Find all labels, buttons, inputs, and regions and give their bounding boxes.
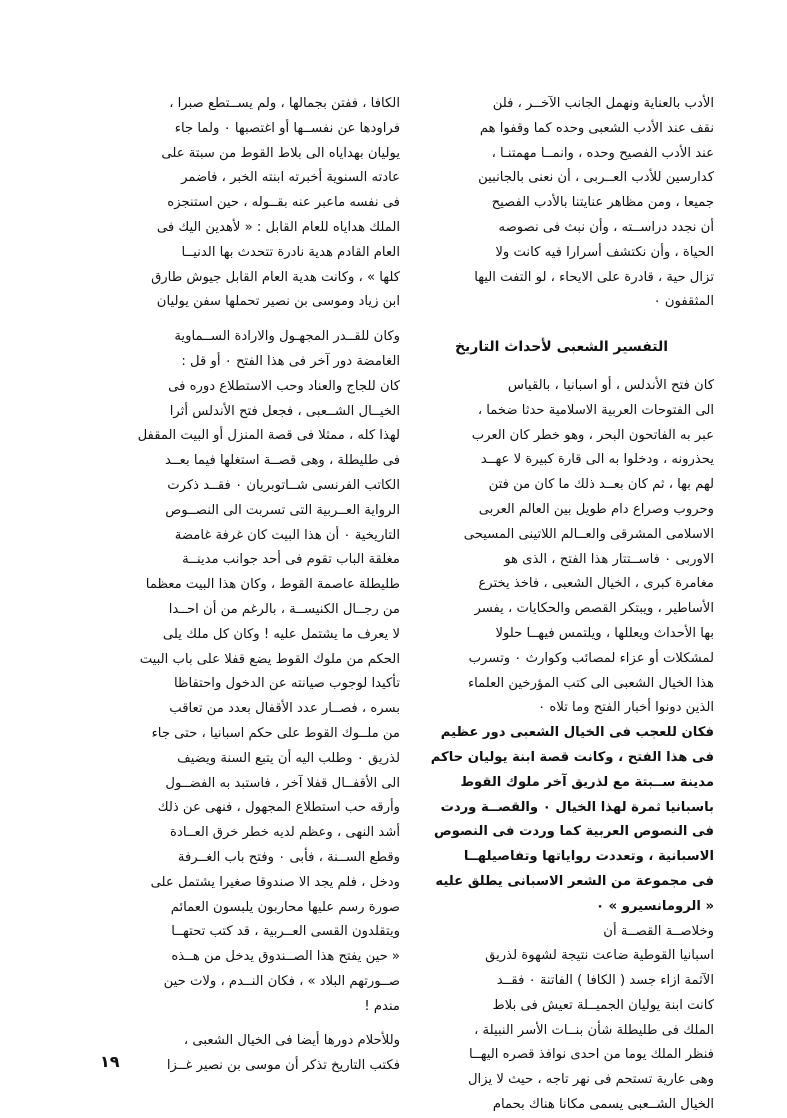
text-line: الاسبانية ، وتعددت رواياتها وتفاصيلهــا [463,849,714,865]
text-line: التاريخية ٠ أن هذا البيت كان غرفة غامضة [174,527,400,543]
text-line: فى هذا الفتح ، وكانت قصة ابنة يوليان حاكم [430,749,714,765]
text-line: لا يعرف ما يشتمل عليه ! وكان كل ملك يلى [162,626,400,642]
text-line: ابن زياد وموسى بن نصير تحملها سفن يوليان [156,294,400,310]
text-line: « الرومانسيرو » ٠ [595,898,714,914]
text-line: يحذرونه ، ودخلوا به الى قارة كبيرة لا عهــد [480,452,714,468]
text-line: صورة رسم عليها محاربون يلبسون العمائم [170,899,400,915]
text-line: باسبانيا ثمرة لهذا الخيال ٠ والقصــة وردت [440,799,714,815]
text-line: الملك هداياه للعام القابل : « لأهدين اليك فى [156,219,400,235]
left-column [95,92,400,1079]
text-line: وكان للقــدر المجهـول والارادة الســماوية [174,329,400,345]
text-line: ودخل ، فلم يجد الا صندوقا صغيرا يشتمل على [150,874,400,890]
text-line: صــورتهم البلاد » ، فكان النــدم ، ولات حين [163,973,400,989]
text-line: الحكم من ملوك القوط يضع قفلا على باب البيت [139,651,400,667]
text-line: « حين يفتح هذا الصــندوق يدخل من هــذه [171,949,400,965]
text-line: لهم بها ، ثم كان بعــد ذلك ما كان من فتن [488,477,714,493]
text-line: بها الأحداث ويعللها ، ويلتمس فيهــا حلولا [495,625,714,641]
text-line: وللأحلام دورها أيضا فى الخيال الشعبى ، [183,1033,400,1049]
right-column [409,92,714,1118]
text-line: نقف عند الأدب الشعبى وحده كما وقفوا هم [479,120,714,136]
page-number: ١٩ [100,1052,120,1071]
text-line: الغامضة دور آخر فى هذا الفتح ٠ أو قل : [181,353,400,369]
text-line: ويتقلدون القسى العــربية ، قد كتب تحتهــا [171,924,400,940]
text-line: فى طليطلة ، وهى قصــة استغلها فيما بعــد [165,453,400,469]
text-line: كلها » ، وكانت هدية العام القابل جيوش طارق [151,269,400,285]
text-line: من ملــوك القوط على حكم اسبانيا ، حتى جاء [151,725,400,741]
text-line: طليطلة عاصمة القوط ، وكان هذا البيت معظما [145,577,400,593]
text-line: اسبانيا القوطية ضاعت نتيجة لشهوة لذريق [485,948,714,964]
text-line: من رجــال الكنيســة ، بالرغم من أن احــدا [168,601,400,617]
text-line: الملك فى طليطلة شأن بنــات الأسر النبيلة ، [474,1022,714,1038]
text-line: كان للجاج والعناد وحب الاستطلاع دوره فى [168,378,400,394]
section-heading: التفسير الشعبى لأحداث التاريخ [454,339,669,356]
text-line: فى نفسه ماعبر عنه بقــوله ، حين استنجزه [167,195,400,211]
text-line: وقطع الســنة ، فأبى ٠ وفتح باب الغــرفة [177,849,400,865]
text-line: وأرقه حب استطلاع المجهول ، فنهى عن ذلك [157,800,400,816]
section-paragraph [409,374,714,721]
text-line: وهى عارية تستحم فى نهر تاجه ، حيث لا يزال [467,1072,714,1088]
text-line: الاسلامى المشرقى والعــالم اللاتينى المسيحى [463,526,714,542]
text-line: الأساطير ، ويبتكر القصص والحكايات ، يفسر [474,601,714,617]
text-line: عبر به الفاتحون البحر ، وهو خطر كان العرب [471,427,714,443]
text-line: لهذا كله ، ممثلا فى قصة المنزل أو البيت المقفل [137,428,400,444]
text-line: مغلقة الباب تقوم فى أحد جوانب مدينــة [182,552,400,568]
text-line: تزال حية ، قادرة على الايحاء ، لو التفت اليها [474,269,714,285]
text-line: كانت ابنة يوليان الجميــلة تعيش فى بلاط [492,997,714,1013]
text-line: الرواية العــربية التى تسربت الى النصــوص [165,502,400,518]
text-line: بسره ، فصــار عدد الأقفال بعدد من تعاقب [169,701,400,717]
text-line: الكاتب الفرنسى شــاتوبريان ٠ فقــد ذكرت [167,477,400,493]
text-line: فنظر الملك يوما من احدى نوافذ قصره اليهــا [468,1047,714,1063]
intro-paragraph [409,92,714,315]
text-line: فراودها عن نفســها أو اغتصبها ٠ ولما جاء [174,120,400,136]
text-line: الاوربى ٠ فاســتتار هذا الفتح ، الذى هو [504,551,714,567]
text-line: الأدب بالعناية ونهمل الجانب الآخــر ، فلن [492,96,714,111]
text-line: لمشكلات أو عزاء لمصائب وكوارث ٠ وتسرب [468,650,714,666]
text-line: تأكيدا لوجوب صيانته عن الدخول واحتفاظا [173,676,400,692]
text-line: الكافا ، ففتن بجمالها ، ولم يســتطع صبرا ، [169,96,400,111]
paragraph-1 [95,92,400,315]
text-line: كدارسين للأدب العــربى ، أن نعنى بالجانبين [478,170,714,186]
text-line: وخلاصــة القصــة أن [603,923,714,939]
bold-paragraph [409,721,714,919]
text-line: هذا الخيال الشعبى الى كتب المؤرخين العلماء [467,675,714,691]
text-line: الآثمة ازاء جسد ( الكافا ) الفاتنة ٠ فقــد [496,973,714,989]
text-line: عادته السنوية أخبرته ابنته الخبر ، فاضمر [181,170,400,186]
text-line: الحياة ، وأن نكتشف أسرارا فيه كانت ولا [495,244,714,260]
text-line: الذين دونوا أخبار الفتح وما تلاه ٠ [538,700,714,716]
text-line: فى النصوص العربية كما وردت فى النصوص [434,824,714,840]
text-line: الى الفتوحات العربية الاسلامية حدثا ضخما ، [477,402,714,418]
text-line: فكان للعجب فى الخيال الشعبى دور عظيم [440,725,714,741]
text-line: مدينة ســبتة مع لذريق آخر ملوك القوط [460,774,714,790]
text-line: فى مجموعة من الشعر الاسبانى يطلق عليه [435,873,714,889]
paragraph-3 [95,1029,400,1079]
text-line: عند الأدب الفصيح وحده ، وانمــا مهمتنـا ، [491,145,714,161]
text-line: المثقفون ٠ [653,294,714,310]
paragraph-2 [95,325,400,1019]
text-line: أشد النهى ، وعظم لديه خطر خرق العــادة [170,825,400,841]
text-line: مندم ! [364,998,400,1014]
closing-paragraph [409,920,714,1118]
text-line: كان فتح الأندلس ، أو اسبانيا ، بالقياس [507,377,714,393]
text-line: الخيال الشــعبى يسمى مكانا هناك بحمام [492,1097,714,1113]
text-line: العام القادم هدية نادرة تتحدث بها الدنيــا [181,244,400,260]
text-line: أن نجدد دراســته ، وأن نبث فى نصوصه [498,219,714,235]
text-line: الخيــال الشــعبى ، فجعل فتح الأندلس أثرا [169,403,400,419]
text-line: مغامرة كبرى ، الخيال الشعبى ، فاخذ يخترع [478,576,714,592]
text-line: يوليان بهداياه الى بلاط القوط من سبتة على [161,145,400,161]
text-line: لذريق ٠ وطلب اليه أن يتبع السنة ويضيف [177,750,400,766]
text-line: فكتب التاريخ تذكر أن موسى بن نصير غــزا [166,1058,400,1074]
text-line: الى الأقفــال قفلا آخر ، فاستبد به الفضــول [165,775,400,791]
text-line: جميعا ، ومن مظاهر عنايتنا بالأدب الفصيح [491,195,714,211]
text-line: وحروب وصراع دام طويل بين العالم العربى [478,501,714,517]
